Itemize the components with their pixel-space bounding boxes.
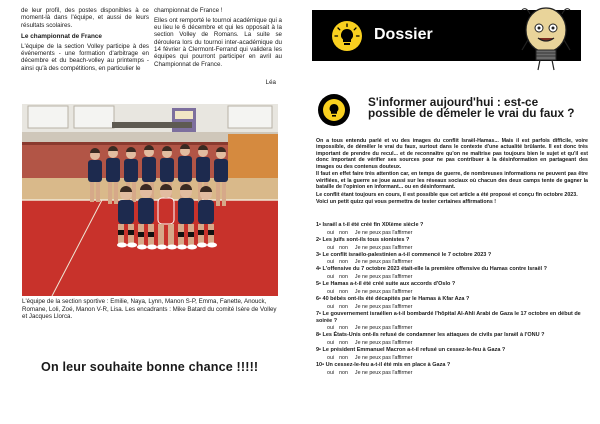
section-heading: Le championnat de France	[21, 32, 102, 40]
quiz-question	[316, 266, 590, 281]
quiz-question	[316, 347, 590, 362]
article-paragraph: On a tous entendu parlé et vu des images du conflit Israël-Hamas... Mais il est parfois difficile, voire impossible, de démêler le vrai du faux, surtout dans le contexte d'une actualité brûlante. Il est donc très important de prendre du recul... et de reconnaître qu'on ne maîtrise pas toujours bien le sujet et qu'il est donc important de vérifier ses sources pour ne pas contribuer à la désinformation en partageant des images ou des contenus douteux.	[316, 138, 588, 170]
option-yes[interactable]: oui	[327, 325, 335, 332]
option-cant-affirm[interactable]: Je ne peux pas l'affirmer	[354, 244, 413, 251]
body-paragraph: championnat de France !	[154, 7, 223, 14]
answer-options	[316, 258, 590, 266]
option-cant-affirm[interactable]: Je ne peux pas l'affirmer	[354, 369, 413, 376]
option-no[interactable]: non	[339, 325, 348, 332]
question-text: 4• L'offensive du 7 octobre 2023 était-elle la première offensive du Hamas contre Israël ?	[316, 266, 547, 273]
option-no[interactable]: non	[339, 369, 348, 376]
option-yes[interactable]: oui	[327, 303, 335, 310]
right-page	[300, 0, 600, 424]
option-cant-affirm[interactable]: Je ne peux pas l'affirmer	[354, 274, 413, 281]
article-paragraph: Le conflit étant toujours en cours, il est possible que cet article a été proposé et conçu fin octobre 2023.	[316, 191, 578, 198]
question-text: 2• Les juifs sont-ils tous sionistes ?	[316, 236, 410, 243]
quiz-question	[316, 332, 590, 347]
option-no[interactable]: non	[339, 244, 348, 251]
answer-options	[316, 354, 590, 362]
intro-paragraph: de leur profil, des postes disponibles à ce moment-là dans l'équipe, et aussi de leurs résultats scolaires.	[21, 7, 149, 29]
answer-options	[316, 288, 590, 296]
quiz-question	[316, 237, 590, 252]
question-text: 3• Le conflit israélo-palestinien a-t-il commencé le 7 octobre 2023 ?	[316, 251, 492, 258]
good-luck-message: On leur souhaite bonne chance !!!!!	[41, 360, 259, 374]
article-paragraph: Il faut en effet faire très attention car, en temps de guerre, de nombreuses informations ne peuvent pas être vérifiées, et la guerre se joue aussi sur les réseaux sociaux où chacun des deux camps tente de gagner la bataille de l'opinion en informant... ou en désinformant.	[316, 171, 588, 191]
bulb-mascot-illustration	[518, 4, 574, 72]
option-yes[interactable]: oui	[327, 274, 335, 281]
article-headline: S'informer aujourd'hui : est-ce possible de démeler le vrai du faux ?	[368, 95, 575, 120]
answer-options	[316, 229, 590, 237]
answer-options	[316, 273, 590, 281]
option-no[interactable]: non	[339, 288, 348, 295]
option-no[interactable]: non	[339, 259, 348, 266]
question-text: 10• Un cessez-le-feu a-t-il été mis en place à Gaza ?	[316, 361, 451, 368]
option-yes[interactable]: oui	[327, 369, 335, 376]
quiz-question	[316, 311, 590, 333]
quiz-intro: Voici un petit quizz qui vous permettra de tester certaines affirmations !	[316, 199, 497, 206]
answer-options	[316, 369, 590, 377]
question-text: 9• Le président Emmanuel Macron a-t-il refusé un cessez-le-feu à Gaza ?	[316, 347, 506, 354]
option-no[interactable]: non	[339, 354, 348, 361]
answer-options	[316, 303, 590, 311]
option-no[interactable]: non	[339, 303, 348, 310]
body-paragraph: L'équipe de la section Volley participe à des événements - une formation d'arbitrage en décembre et du beach-volley au printemps - ainsi qu'à des compétitions, en particulier le	[21, 42, 149, 72]
question-text: 5• Le Hamas a-t-il été créé suite aux accords d'Oslo ?	[316, 281, 456, 288]
option-yes[interactable]: oui	[327, 259, 335, 266]
option-cant-affirm[interactable]: Je ne peux pas l'affirmer	[354, 325, 413, 332]
answer-options	[316, 339, 590, 347]
option-cant-affirm[interactable]: Je ne peux pas l'affirmer	[354, 259, 413, 266]
quiz-question	[316, 222, 590, 237]
option-yes[interactable]: oui	[327, 340, 335, 347]
article-column-left	[21, 7, 149, 74]
article-body	[316, 138, 588, 207]
lightbulb-icon	[332, 21, 362, 51]
question-text: 6• 40 bébés ont-ils été décapités par le Hamas à Kfar Aza ?	[316, 295, 470, 302]
lightbulb-icon	[318, 94, 350, 126]
option-no[interactable]: non	[339, 229, 348, 236]
author-signature: Léa	[265, 79, 276, 86]
option-cant-affirm[interactable]: Je ne peux pas l'affirmer	[354, 354, 413, 361]
option-cant-affirm[interactable]: Je ne peux pas l'affirmer	[354, 288, 413, 295]
option-no[interactable]: non	[339, 340, 348, 347]
quiz-question	[316, 281, 590, 296]
option-cant-affirm[interactable]: Je ne peux pas l'affirmer	[354, 340, 413, 347]
option-cant-affirm[interactable]: Je ne peux pas l'affirmer	[354, 229, 413, 236]
banner-title: Dossier	[374, 26, 433, 43]
option-yes[interactable]: oui	[327, 354, 335, 361]
article-column-right	[154, 7, 282, 71]
question-text: 1• Israël a t-il été créé fin XIXème siècle ?	[316, 222, 424, 228]
option-cant-affirm[interactable]: Je ne peux pas l'affirmer	[354, 303, 413, 310]
body-paragraph: Elles ont remporté le tournoi académique qui a eu lieu le 6 décembre et qui les opposait à la section Volley de Romans. La suite se déroulera lors du tournoi inter-académique du 14 février à Clermont-Ferrand qui validera les équipes qui pourront participer en avril au Championnat de France.	[154, 16, 282, 68]
option-no[interactable]: non	[339, 274, 348, 281]
quiz-question	[316, 296, 590, 311]
photo-caption: L'équipe de la section sportive : Emilie, Naya, Lynn, Manon S-P, Emma, Fanette, Anouck, Romane, Loli, Zoé, Manon V-R, Lisa. Les encadrants : Mike Batard du comité Isère de Volley et Jacques Llorca.	[22, 298, 277, 320]
quiz-question	[316, 362, 590, 377]
quiz-question	[316, 252, 590, 267]
team-photo	[22, 104, 278, 296]
option-yes[interactable]: oui	[327, 288, 335, 295]
quiz-list	[316, 222, 590, 377]
answer-options	[316, 244, 590, 252]
option-yes[interactable]: oui	[327, 244, 335, 251]
question-text: 8• Les États-Unis ont-ils refusé de condamner les attaques de civils par Israël à l'ONU ?	[316, 332, 545, 339]
question-text: 7• Le gouvernement israélien a-t-il bombardé l'hôpital Al-Ahli Arabi de Gaza le 17 octobre en début de soirée ?	[316, 310, 581, 324]
option-yes[interactable]: oui	[327, 229, 335, 236]
